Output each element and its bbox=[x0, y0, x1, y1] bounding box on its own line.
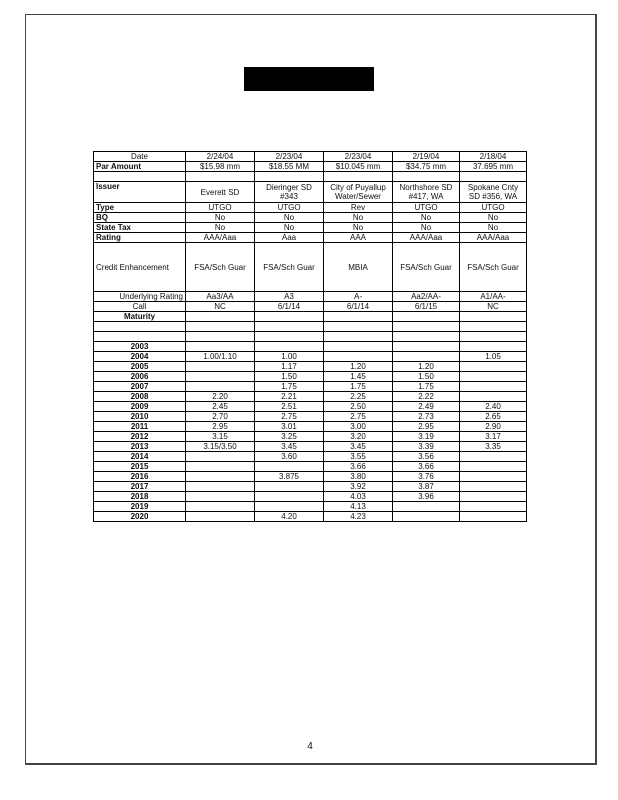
yield-cell: 3.96 bbox=[393, 492, 460, 502]
bq-cell: No bbox=[460, 213, 527, 223]
yield-cell bbox=[186, 472, 255, 482]
yield-cell: 2.25 bbox=[324, 392, 393, 402]
yield-cell: 3.66 bbox=[393, 462, 460, 472]
date-cell: 2/24/04 bbox=[186, 152, 255, 162]
yield-cell: 3.39 bbox=[393, 442, 460, 452]
page-number: 4 bbox=[307, 741, 313, 752]
yield-cell: 1.75 bbox=[393, 382, 460, 392]
type-cell: UTGO bbox=[393, 203, 460, 213]
yield-cell: 3.15 bbox=[186, 432, 255, 442]
row-bq bbox=[94, 213, 527, 223]
yield-cell bbox=[460, 342, 527, 352]
underlying-rating-cell: Aa2/AA- bbox=[393, 292, 460, 302]
bq-label: BQ bbox=[94, 213, 186, 223]
maturity-year: 2014 bbox=[94, 452, 186, 462]
maturity-row bbox=[94, 462, 527, 472]
yield-cell: 1.20 bbox=[324, 362, 393, 372]
underlying-rating-cell: A- bbox=[324, 292, 393, 302]
date-cell: 2/23/04 bbox=[255, 152, 324, 162]
rating-cell: AAA/Aaa bbox=[186, 233, 255, 243]
maturity-year: 2009 bbox=[94, 402, 186, 412]
yield-cell: 2.51 bbox=[255, 402, 324, 412]
date-label: Date bbox=[94, 152, 186, 162]
maturity-year: 2015 bbox=[94, 462, 186, 472]
yield-cell: 3.45 bbox=[255, 442, 324, 452]
yield-cell: 3.80 bbox=[324, 472, 393, 482]
yield-cell: 1.00/1.10 bbox=[186, 352, 255, 362]
underlying-rating-cell: A1/AA- bbox=[460, 292, 527, 302]
call-cell: 6/1/14 bbox=[255, 302, 324, 312]
call-cell: NC bbox=[460, 302, 527, 312]
yield-cell bbox=[255, 502, 324, 512]
yield-cell bbox=[186, 452, 255, 462]
par-amount-cell: $10.045 mm bbox=[324, 162, 393, 172]
maturity-row bbox=[94, 452, 527, 462]
state-tax-cell: No bbox=[393, 223, 460, 233]
yield-cell bbox=[460, 502, 527, 512]
maturity-row bbox=[94, 342, 527, 352]
maturity-year: 2005 bbox=[94, 362, 186, 372]
maturity-row bbox=[94, 402, 527, 412]
maturity-year: 2020 bbox=[94, 512, 186, 522]
par-amount-label: Par Amount bbox=[94, 162, 186, 172]
yield-cell: 3.00 bbox=[324, 422, 393, 432]
yield-cell bbox=[460, 382, 527, 392]
type-cell: Rev bbox=[324, 203, 393, 213]
yield-cell bbox=[460, 472, 527, 482]
issuer-cell: City of Puyallup Water/Sewer bbox=[324, 182, 393, 203]
row-underlying-rating bbox=[94, 292, 527, 302]
row-issuer bbox=[94, 182, 527, 203]
yield-cell: 3.35 bbox=[460, 442, 527, 452]
maturity-year: 2007 bbox=[94, 382, 186, 392]
issuer-cell: Dieringer SD #343 bbox=[255, 182, 324, 203]
yield-cell bbox=[324, 352, 393, 362]
maturity-label: Maturity bbox=[94, 312, 186, 322]
par-amount-cell: $15.98 mm bbox=[186, 162, 255, 172]
underlying-rating-label: Underlying Rating bbox=[94, 292, 186, 302]
credit-enhancement-label: Credit Enhancement bbox=[94, 243, 186, 292]
issuer-cell: Everett SD bbox=[186, 182, 255, 203]
yield-cell: 1.05 bbox=[460, 352, 527, 362]
yield-cell: 2.50 bbox=[324, 402, 393, 412]
state-tax-cell: No bbox=[186, 223, 255, 233]
maturity-row bbox=[94, 392, 527, 402]
yield-cell: 3.92 bbox=[324, 482, 393, 492]
maturity-row bbox=[94, 442, 527, 452]
yield-cell: 2.95 bbox=[186, 422, 255, 432]
yield-cell: 3.15/3.50 bbox=[186, 442, 255, 452]
state-tax-cell: No bbox=[324, 223, 393, 233]
bq-cell: No bbox=[255, 213, 324, 223]
yield-cell bbox=[255, 482, 324, 492]
maturity-row bbox=[94, 472, 527, 482]
par-amount-cell: 37.695 mm bbox=[460, 162, 527, 172]
rating-label: Rating bbox=[94, 233, 186, 243]
yield-cell: 2.90 bbox=[460, 422, 527, 432]
yield-cell: 1.75 bbox=[255, 382, 324, 392]
call-cell: NC bbox=[186, 302, 255, 312]
yield-cell bbox=[393, 512, 460, 522]
yield-cell bbox=[186, 382, 255, 392]
yield-cell bbox=[460, 482, 527, 492]
yield-cell: 3.87 bbox=[393, 482, 460, 492]
yield-cell: 1.17 bbox=[255, 362, 324, 372]
row-credit-enhancement bbox=[94, 243, 527, 292]
yield-cell bbox=[186, 512, 255, 522]
spacer-row bbox=[94, 332, 527, 342]
yield-cell: 3.60 bbox=[255, 452, 324, 462]
yield-cell: 2.75 bbox=[324, 412, 393, 422]
maturity-row bbox=[94, 422, 527, 432]
row-date bbox=[94, 152, 527, 162]
maturity-row bbox=[94, 512, 527, 522]
yield-cell: 1.00 bbox=[255, 352, 324, 362]
yield-cell bbox=[460, 372, 527, 382]
yield-cell: 2.22 bbox=[393, 392, 460, 402]
row-state-tax bbox=[94, 223, 527, 233]
yield-cell: 3.25 bbox=[255, 432, 324, 442]
maturity-year: 2004 bbox=[94, 352, 186, 362]
par-amount-cell: $34.75 mm bbox=[393, 162, 460, 172]
row-rating bbox=[94, 233, 527, 243]
yield-cell: 3.875 bbox=[255, 472, 324, 482]
row-call bbox=[94, 302, 527, 312]
type-cell: UTGO bbox=[460, 203, 527, 213]
call-cell: 6/1/15 bbox=[393, 302, 460, 312]
yield-cell: 4.20 bbox=[255, 512, 324, 522]
yield-cell bbox=[393, 502, 460, 512]
yield-cell: 4.03 bbox=[324, 492, 393, 502]
maturity-year: 2006 bbox=[94, 372, 186, 382]
credit-enhancement-cell: FSA/Sch Guar bbox=[460, 243, 527, 292]
yield-cell: 2.73 bbox=[393, 412, 460, 422]
date-cell: 2/19/04 bbox=[393, 152, 460, 162]
credit-enhancement-cell: FSA/Sch Guar bbox=[186, 243, 255, 292]
state-tax-cell: No bbox=[255, 223, 324, 233]
maturity-year: 2008 bbox=[94, 392, 186, 402]
maturity-row bbox=[94, 482, 527, 492]
yield-cell: 3.56 bbox=[393, 452, 460, 462]
yield-cell bbox=[186, 482, 255, 492]
yield-cell bbox=[460, 392, 527, 402]
maturity-year: 2018 bbox=[94, 492, 186, 502]
yield-cell bbox=[186, 492, 255, 502]
maturity-year: 2011 bbox=[94, 422, 186, 432]
yield-cell: 2.20 bbox=[186, 392, 255, 402]
yield-cell: 2.40 bbox=[460, 402, 527, 412]
issuer-cell: Spokane Cnty SD #356, WA bbox=[460, 182, 527, 203]
yield-cell: 2.95 bbox=[393, 422, 460, 432]
yield-cell: 2.49 bbox=[393, 402, 460, 412]
maturity-row bbox=[94, 492, 527, 502]
yield-cell bbox=[460, 362, 527, 372]
yield-cell bbox=[255, 342, 324, 352]
yield-cell: 2.65 bbox=[460, 412, 527, 422]
yield-cell: 1.50 bbox=[393, 372, 460, 382]
yield-cell: 2.70 bbox=[186, 412, 255, 422]
yield-cell: 2.21 bbox=[255, 392, 324, 402]
credit-enhancement-cell: FSA/Sch Guar bbox=[255, 243, 324, 292]
yield-cell bbox=[255, 462, 324, 472]
yield-cell: 4.13 bbox=[324, 502, 393, 512]
yield-cell: 3.66 bbox=[324, 462, 393, 472]
yield-cell bbox=[186, 372, 255, 382]
yield-cell bbox=[393, 342, 460, 352]
yield-cell: 1.50 bbox=[255, 372, 324, 382]
type-cell: UTGO bbox=[186, 203, 255, 213]
yield-cell: 3.20 bbox=[324, 432, 393, 442]
state-tax-cell: No bbox=[460, 223, 527, 233]
yield-cell: 3.76 bbox=[393, 472, 460, 482]
underlying-rating-cell: A3 bbox=[255, 292, 324, 302]
maturity-row bbox=[94, 382, 527, 392]
maturity-row bbox=[94, 412, 527, 422]
credit-enhancement-cell: FSA/Sch Guar bbox=[393, 243, 460, 292]
yield-cell: 3.17 bbox=[460, 432, 527, 442]
row-maturity bbox=[94, 312, 527, 322]
yield-cell: 1.20 bbox=[393, 362, 460, 372]
maturity-row bbox=[94, 432, 527, 442]
yield-cell: 1.45 bbox=[324, 372, 393, 382]
yield-cell bbox=[460, 452, 527, 462]
yield-cell bbox=[186, 342, 255, 352]
yield-cell bbox=[186, 362, 255, 372]
maturity-row bbox=[94, 352, 527, 362]
yield-cell bbox=[460, 492, 527, 502]
bq-cell: No bbox=[186, 213, 255, 223]
yield-cell: 1.75 bbox=[324, 382, 393, 392]
yield-cell: 4.23 bbox=[324, 512, 393, 522]
maturity-year: 2010 bbox=[94, 412, 186, 422]
bq-cell: No bbox=[324, 213, 393, 223]
spacer-row bbox=[94, 172, 527, 182]
call-cell: 6/1/14 bbox=[324, 302, 393, 312]
maturity-year: 2003 bbox=[94, 342, 186, 352]
yield-cell: 3.55 bbox=[324, 452, 393, 462]
rating-cell: AAA/Aaa bbox=[393, 233, 460, 243]
state-tax-label: State Tax bbox=[94, 223, 186, 233]
yield-cell bbox=[324, 342, 393, 352]
bq-cell: No bbox=[393, 213, 460, 223]
yield-cell: 2.75 bbox=[255, 412, 324, 422]
issuer-cell: Northshore SD #417, WA bbox=[393, 182, 460, 203]
date-cell: 2/18/04 bbox=[460, 152, 527, 162]
credit-enhancement-cell: MBIA bbox=[324, 243, 393, 292]
row-type bbox=[94, 203, 527, 213]
par-amount-cell: $18.55 MM bbox=[255, 162, 324, 172]
maturity-row bbox=[94, 372, 527, 382]
date-cell: 2/23/04 bbox=[324, 152, 393, 162]
rating-cell: AAA bbox=[324, 233, 393, 243]
maturity-year: 2012 bbox=[94, 432, 186, 442]
redaction-bar bbox=[244, 67, 374, 91]
yield-cell bbox=[255, 492, 324, 502]
bond-comparison-table bbox=[93, 151, 527, 522]
yield-cell bbox=[460, 462, 527, 472]
maturity-year: 2017 bbox=[94, 482, 186, 492]
rating-cell: AAA/Aaa bbox=[460, 233, 527, 243]
maturity-year: 2019 bbox=[94, 502, 186, 512]
call-label: Call bbox=[94, 302, 186, 312]
maturity-row bbox=[94, 502, 527, 512]
yield-cell: 3.19 bbox=[393, 432, 460, 442]
yield-cell: 3.01 bbox=[255, 422, 324, 432]
spacer-row bbox=[94, 322, 527, 332]
type-cell: UTGO bbox=[255, 203, 324, 213]
yield-cell bbox=[393, 352, 460, 362]
maturity-row bbox=[94, 362, 527, 372]
underlying-rating-cell: Aa3/AA bbox=[186, 292, 255, 302]
rating-cell: Aaa bbox=[255, 233, 324, 243]
issuer-label: Issuer bbox=[94, 182, 186, 203]
maturity-year: 2016 bbox=[94, 472, 186, 482]
yield-cell: 3.45 bbox=[324, 442, 393, 452]
row-par-amount bbox=[94, 162, 527, 172]
maturity-year: 2013 bbox=[94, 442, 186, 452]
yield-cell bbox=[460, 512, 527, 522]
yield-cell bbox=[186, 502, 255, 512]
yield-cell bbox=[186, 462, 255, 472]
yield-cell: 2.45 bbox=[186, 402, 255, 412]
type-label: Type bbox=[94, 203, 186, 213]
